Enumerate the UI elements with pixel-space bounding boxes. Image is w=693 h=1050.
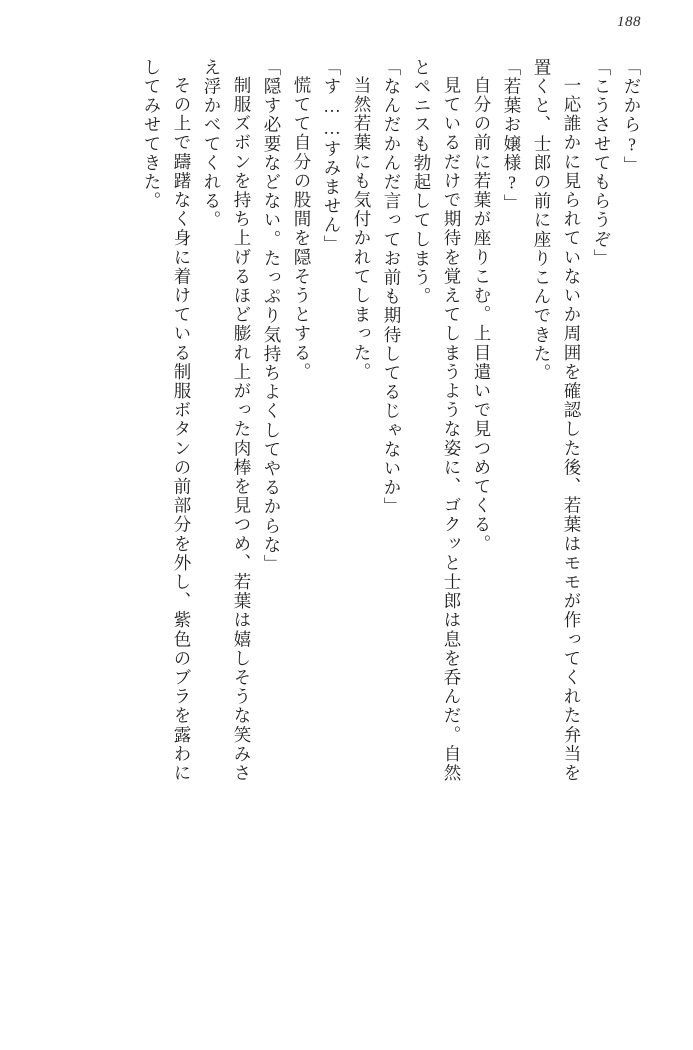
text-line: 「隠す必要などない。たっぷり気持ちよくしてやるからな」	[262, 58, 282, 574]
text-line: 「だから?」	[622, 58, 642, 176]
page-number: 188	[617, 14, 641, 30]
text-line: 置くと、士郎の前に座りこんできた。	[532, 58, 552, 383]
text-line: とペニスも勃起してしまう。	[412, 58, 432, 307]
text-line: してみせてきた。	[142, 58, 162, 211]
text-line: 当然若葉にも気付かれてしまった。	[352, 76, 372, 382]
text-line: 慌てて自分の股間を隠そうとする。	[292, 76, 312, 382]
vertical-text-block	[46, 58, 647, 1018]
text-line: え浮かべてくれる。	[202, 58, 222, 230]
text-line: 「こうさせてもらうぞ」	[592, 58, 612, 269]
text-line: 制服ズボンを持ち上げるほど膨れ上がった肉棒を見つめ、若葉は嬉しそうな笑みさ	[232, 76, 252, 783]
text-line: その上で躊躇なく身に着けている制服ボタンの前部分を外し、紫色のブラを露わに	[172, 76, 192, 783]
text-line: 「若葉お嬢様?」	[502, 58, 522, 214]
text-line: 自分の前に若葉が座りこむ。上目遣いで見つめてくる。	[472, 76, 492, 554]
text-line: 見ているだけで期待を覚えてしまうような姿に、ゴクッと士郎は息を呑んだ。自然	[442, 76, 462, 783]
text-line: 「す……すみません」	[322, 58, 342, 254]
text-line: 「なんだかんだ言ってお前も期待してるじゃないか」	[382, 58, 402, 517]
text-line: 一応誰かに見られていないか周囲を確認した後、若葉はモモが作ってくれた弁当を	[562, 76, 582, 783]
